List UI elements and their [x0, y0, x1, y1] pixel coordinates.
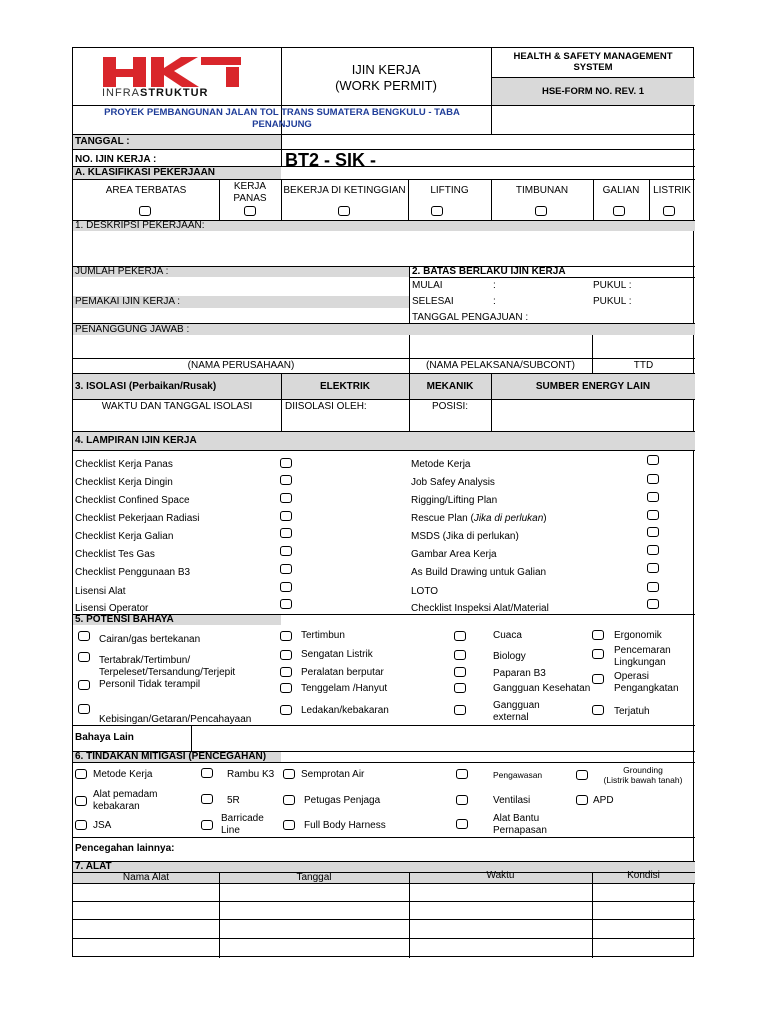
checkbox-bahaya[interactable]	[592, 649, 604, 659]
checkbox-lampiran[interactable]	[280, 546, 292, 556]
project-name: PENANJUNG	[252, 119, 312, 130]
bahaya-item: Biology	[493, 651, 526, 662]
checkbox-lampiran[interactable]	[280, 582, 292, 592]
header-divider	[73, 105, 491, 106]
class-kerja-panas: PANAS	[233, 193, 267, 204]
class-listrik: LISTRIK	[653, 185, 691, 196]
waktu-isolasi-label: WAKTU DAN TANGGAL ISOLASI	[101, 401, 253, 412]
checkbox-bahaya[interactable]	[280, 705, 292, 715]
table-row	[73, 919, 695, 920]
rescue-plan-note: Jika di perlukan	[473, 513, 544, 524]
mitigasi-item: Petugas Penjaga	[304, 795, 381, 806]
project-name: PROYEK PEMBANGUNAN JALAN TOL TRANS SUMATERA BENGKULU - TABA	[104, 107, 460, 118]
checkbox-mitigasi[interactable]	[201, 794, 213, 804]
bahaya-item: Operasi	[614, 671, 650, 682]
checkbox-lampiran[interactable]	[280, 493, 292, 503]
mitigasi-item: JSA	[93, 820, 112, 831]
lampiran-item: Checklist Pekerjaan Radiasi	[75, 513, 200, 524]
pencegahan-lainnya-label: Pencegahan lainnya:	[75, 843, 175, 854]
checkbox-bahaya[interactable]	[592, 705, 604, 715]
checkbox-bahaya[interactable]	[280, 650, 292, 660]
section-2-title: 2. BATAS BERLAKU IJIN KERJA	[412, 266, 566, 277]
checkbox-bahaya[interactable]	[78, 652, 90, 662]
checkbox-bahaya[interactable]	[78, 680, 90, 690]
lampiran-item: Lisensi Operator	[75, 603, 149, 614]
class-timbunan: TIMBUNAN	[515, 185, 569, 196]
lampiran-item: As Build Drawing untuk Galian	[411, 567, 547, 578]
checkbox-mitigasi[interactable]	[456, 819, 468, 829]
checkbox-lampiran[interactable]	[280, 475, 292, 485]
sumber-energy-label: SUMBER ENERGY LAIN	[535, 381, 651, 392]
checkbox-mitigasi[interactable]	[201, 768, 213, 778]
checkbox-lampiran[interactable]	[280, 564, 292, 574]
checkbox-bahaya[interactable]	[280, 631, 292, 641]
jumlah-pekerja-label: JUMLAH PEKERJA :	[75, 266, 169, 277]
checkbox-bahaya[interactable]	[454, 683, 466, 693]
bahaya-item: Kebisingan/Getaran/Pencahayaan	[99, 714, 252, 725]
pemakai-label: PEMAKAI IJIN KERJA :	[75, 296, 181, 307]
lampiran-item: Job Safey Analysis	[411, 477, 495, 488]
lampiran-item: Checklist Kerja Dingin	[75, 477, 173, 488]
checkbox-mitigasi[interactable]	[283, 820, 295, 830]
no-ijin-label: NO. IJIN KERJA :	[75, 154, 157, 165]
mitigasi-item: 5R	[227, 795, 240, 806]
lampiran-item: Metode Kerja	[411, 459, 471, 470]
bahaya-item: Gangguan	[493, 700, 540, 711]
checkbox-bahaya[interactable]	[78, 631, 90, 641]
selesai-label: SELESAI	[412, 296, 454, 307]
checkbox-mitigasi[interactable]	[283, 769, 295, 779]
pukul-label: PUKUL :	[593, 296, 632, 307]
permit-number: BT2 - SIK -	[285, 150, 377, 170]
bahaya-item: Terjatuh	[614, 706, 650, 717]
bahaya-item: Lingkungan	[614, 657, 666, 668]
checkbox-lampiran[interactable]	[647, 474, 659, 484]
mitigasi-item: Pengawasan	[493, 770, 543, 780]
bahaya-item: Pencemaran	[614, 645, 671, 656]
class-lifting: LIFTING	[430, 185, 469, 196]
bahaya-item: Sengatan Listrik	[301, 649, 373, 660]
checkbox-mitigasi[interactable]	[75, 820, 87, 830]
checkbox-timbunan[interactable]	[535, 206, 547, 216]
mitigasi-item: Line	[221, 825, 240, 836]
checkbox-mitigasi[interactable]	[576, 795, 588, 805]
colon: :	[493, 296, 496, 307]
lampiran-item: Checklist Confined Space	[75, 495, 190, 506]
lampiran-item: Rigging/Lifting Plan	[411, 495, 498, 506]
checkbox-lampiran[interactable]	[280, 599, 292, 609]
form-subtitle: (WORK PERMIT)	[335, 78, 437, 93]
checkbox-mitigasi[interactable]	[75, 796, 87, 806]
header-divider	[491, 105, 695, 106]
section-5-title: 5. POTENSI BAHAYA	[75, 614, 174, 625]
checkbox-mitigasi[interactable]	[75, 769, 87, 779]
bahaya-item: Tertabrak/Tertimbun/	[99, 655, 191, 666]
mitigasi-item: Alat Bantu	[493, 813, 540, 824]
mitigasi-item: Barricade	[221, 813, 264, 824]
bahaya-lain-label: Bahaya Lain	[75, 732, 134, 743]
checkbox-lampiran[interactable]	[280, 528, 292, 538]
bahaya-item: Terpeleset/Tersandung/Terjepit	[99, 667, 236, 678]
mitigasi-item: Alat pemadam	[93, 789, 158, 800]
bahaya-item: Cuaca	[493, 630, 522, 641]
tanggal-label: TANGGAL :	[75, 136, 130, 147]
section-a-title: A. KLASIFIKASI PEKERJAAN	[75, 167, 216, 178]
checkbox-bahaya[interactable]	[280, 683, 292, 693]
checkbox-mitigasi[interactable]	[283, 795, 295, 805]
lampiran-item: Gambar Area Kerja	[411, 549, 497, 560]
posisi-label: POSISI:	[431, 401, 469, 412]
checkbox-lampiran[interactable]	[647, 563, 659, 573]
bahaya-item: Pengangkatan	[614, 683, 679, 694]
ttd-label: TTD	[633, 360, 654, 371]
checkbox-area-terbatas[interactable]	[139, 206, 151, 216]
checkbox-lifting[interactable]	[431, 206, 443, 216]
company-logo	[101, 53, 243, 101]
lampiran-item: Checklist Tes Gas	[75, 549, 155, 560]
mitigasi-item: Semprotan Air	[301, 769, 365, 780]
section-3-title: 3. ISOLASI (Perbaikan/Rusak)	[75, 381, 217, 392]
rescue-plan-close: )	[543, 513, 547, 524]
checkbox-mitigasi[interactable]	[576, 770, 588, 780]
mekanik-label: MEKANIK	[426, 381, 474, 392]
nama-pelaksana: (NAMA PELAKSANA/SUBCONT)	[426, 360, 575, 371]
bahaya-item: Paparan B3	[493, 668, 546, 679]
section-1-title: 1. DESKRIPSI PEKERJAAN:	[75, 220, 205, 231]
checkbox-bahaya[interactable]	[454, 650, 466, 660]
pukul-label: PUKUL :	[593, 280, 632, 291]
col-kondisi: Kondisi	[627, 870, 660, 881]
bahaya-item: Ergonomik	[614, 630, 662, 641]
mitigasi-item: Full Body Harness	[304, 820, 386, 831]
logo-text: STRUKTUR	[140, 87, 209, 99]
mitigasi-item: kebakaran	[93, 801, 140, 812]
bahaya-item: Ledakan/kebakaran	[301, 705, 389, 716]
bahaya-item: external	[493, 712, 529, 723]
checkbox-lampiran[interactable]	[647, 455, 659, 465]
bahaya-item: Cairan/gas bertekanan	[99, 634, 201, 645]
checkbox-bahaya[interactable]	[78, 704, 90, 714]
lampiran-item: Lisensi Alat	[75, 586, 126, 597]
col-nama-alat: Nama Alat	[122, 872, 170, 883]
checkbox-kerja-panas[interactable]	[244, 206, 256, 216]
class-area-terbatas: AREA TERBATAS	[105, 185, 187, 196]
mulai-label: MULAI	[412, 280, 443, 291]
section-4-title: 4. LAMPIRAN IJIN KERJA	[75, 435, 197, 446]
mitigasi-item: Ventilasi	[493, 795, 531, 806]
lampiran-item: Checklist Inspeksi Alat/Material	[411, 603, 549, 614]
rescue-plan-label: Rescue Plan (	[411, 513, 474, 524]
checkbox-mitigasi[interactable]	[456, 795, 468, 805]
checkbox-mitigasi[interactable]	[201, 820, 213, 830]
tanggal-pengajuan-label: TANGGAL PENGAJUAN :	[412, 312, 529, 323]
checkbox-bahaya[interactable]	[592, 674, 604, 684]
checkbox-lampiran[interactable]	[647, 545, 659, 555]
checkbox-lampiran[interactable]	[647, 527, 659, 537]
section-6-title: 6. TINDAKAN MITIGASI (PENCEGAHAN)	[75, 751, 267, 762]
checkbox-bahaya[interactable]	[454, 667, 466, 677]
form-title: IJIN KERJA	[351, 62, 421, 77]
checkbox-lampiran[interactable]	[647, 510, 659, 520]
elektrik-label: ELEKTRIK	[320, 381, 370, 392]
bahaya-item: Peralatan berputar	[301, 667, 384, 678]
mitigasi-item: (Listrik bawah tanah)	[603, 775, 683, 785]
hse-title: SYSTEM	[573, 62, 613, 73]
lampiran-item: LOTO	[411, 586, 439, 597]
mitigasi-item: Rambu K3	[227, 769, 275, 780]
section-7-title: 7. ALAT	[75, 861, 112, 872]
bahaya-item: Tenggelam /Hanyut	[301, 683, 388, 694]
checkbox-bahaya[interactable]	[280, 667, 292, 677]
bahaya-item: Gangguan Kesehatan	[493, 683, 591, 694]
checkbox-lampiran[interactable]	[647, 582, 659, 592]
checkbox-bahaya[interactable]	[454, 631, 466, 641]
class-kerja-panas: KERJA	[233, 181, 267, 192]
lampiran-item: MSDS (Jika di perlukan)	[411, 531, 519, 542]
bahaya-item: Personil Tidak terampil	[99, 679, 201, 690]
table-row	[73, 938, 695, 939]
colon: :	[493, 280, 496, 291]
checkbox-galian[interactable]	[613, 206, 625, 216]
checkbox-lampiran[interactable]	[280, 511, 292, 521]
checkbox-ketinggian[interactable]	[338, 206, 350, 216]
checkbox-mitigasi[interactable]	[456, 769, 468, 779]
checkbox-bahaya[interactable]	[592, 630, 604, 640]
form-number: HSE-FORM NO. REV. 1	[541, 86, 645, 97]
lampiran-item: Checklist Kerja Panas	[75, 459, 173, 470]
class-galian: GALIAN	[602, 185, 640, 196]
checkbox-listrik[interactable]	[663, 206, 675, 216]
checkbox-bahaya[interactable]	[454, 705, 466, 715]
work-permit-form	[72, 47, 694, 957]
class-ketinggian: BEKERJA DI KETINGGIAN	[283, 185, 406, 196]
penanggung-jawab-label: PENANGGUNG JAWAB :	[75, 324, 190, 335]
col-tanggal: Tanggal	[296, 872, 332, 883]
mitigasi-item: Pernapasan	[493, 825, 547, 836]
nama-perusahaan: (NAMA PERUSAHAAN)	[187, 360, 295, 371]
lampiran-item	[411, 513, 547, 525]
lampiran-item: Checklist Penggunaan B3	[75, 567, 191, 578]
lampiran-item: Checklist Kerja Galian	[75, 531, 174, 542]
checkbox-lampiran[interactable]	[647, 492, 659, 502]
mitigasi-item: Metode Kerja	[93, 769, 153, 780]
table-row	[73, 901, 695, 902]
mitigasi-item: APD	[593, 795, 614, 806]
mitigasi-item: Grounding	[623, 765, 663, 775]
bahaya-item: Tertimbun	[301, 630, 345, 641]
diisolasi-label: DIISOLASI OLEH:	[285, 401, 367, 412]
logo-text: INFRA	[102, 87, 140, 99]
checkbox-lampiran[interactable]	[647, 599, 659, 609]
col-waktu: Waktu	[486, 870, 515, 881]
hse-title: HEALTH & SAFETY MANAGEMENT	[513, 51, 673, 62]
checkbox-lampiran[interactable]	[280, 458, 292, 468]
